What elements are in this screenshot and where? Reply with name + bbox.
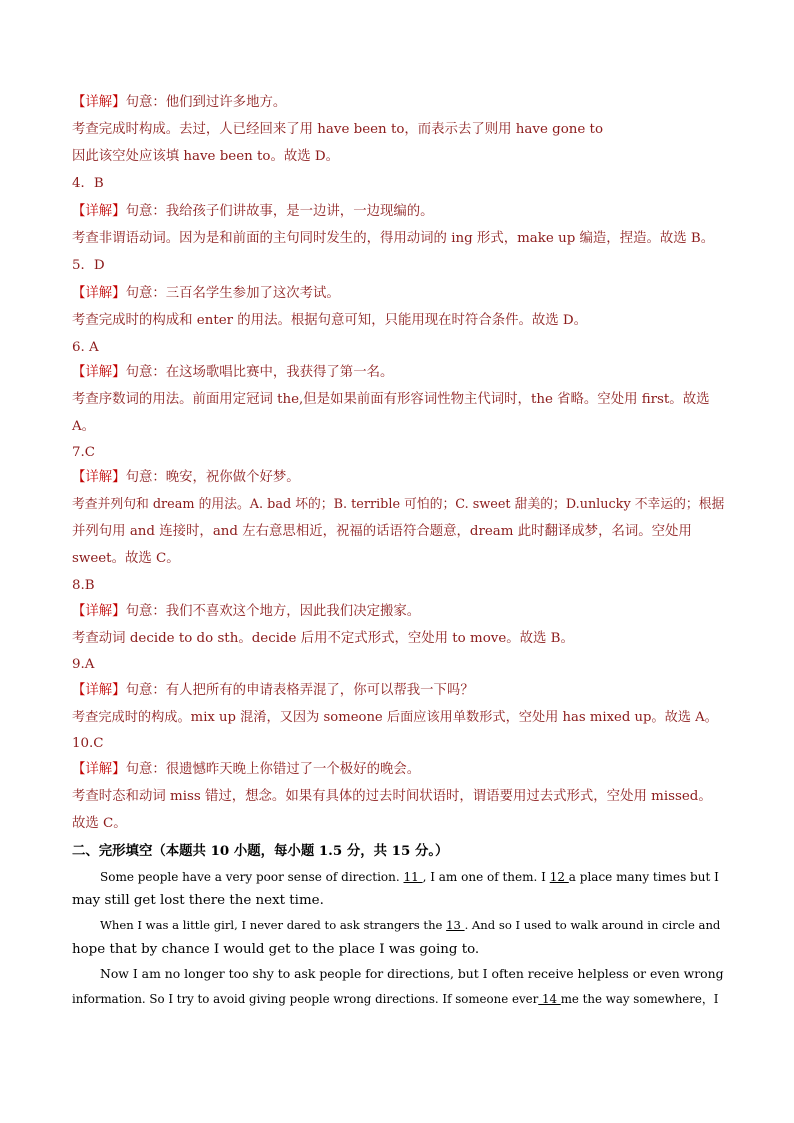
answer-number: 10.C: [72, 736, 104, 751]
answer-number: 4．B: [72, 176, 104, 191]
passage-line: Now I am no longer too shy to ask people for directions, but I often receive helpless or even wrong: [100, 966, 724, 981]
explanation-line: 【详解】句意：我们不喜欢这个地方，因此我们决定搬家。: [72, 604, 421, 619]
explanation-line: 考查完成时构成。去过，人已经回来了用 have been to，而表示去了则用 have gone to: [72, 122, 604, 137]
blank-13: 13: [446, 918, 465, 932]
blank-12: 12: [549, 870, 569, 884]
answer-number: 7.C: [72, 445, 96, 460]
answer-number: 6. A: [72, 340, 99, 355]
detail-tag: 【详解】: [72, 604, 126, 619]
answer-number: 8.B: [72, 578, 95, 593]
detail-tag: 【详解】: [72, 286, 126, 301]
explanation-line: 考查时态和动词 miss 错过，想念。如果有具体的过去时间状语时，谓语要用过去式形式，空处用 missed。: [72, 789, 712, 804]
explanation-line: 【详解】句意：晚安，祝你做个好梦。: [72, 470, 300, 485]
passage-line: When I was a little girl, I never dared to ask strangers the 13 . And so I used to walk around in circle and: [100, 918, 721, 932]
explanation-line: 因此该空处应该填 have been to。故选 D。: [72, 149, 340, 164]
explanation-line: 考查完成时的构成。mix up 混淆，又因为 someone 后面应该用单数形式，空处用 has mixed up。故选 A。: [72, 710, 718, 725]
detail-tag: 【详解】: [72, 95, 126, 110]
passage-line: Some people have a very poor sense of direction. 11 , I am one of them. I 12 a place many times but I: [100, 870, 719, 884]
explanation-line: 考查完成时的构成和 enter 的用法。根据句意可知，只能用现在时符合条件。故选 D。: [72, 313, 588, 328]
explanation-line: 考查并列句和 dream 的用法。A. bad 坏的；B. terrible 可怕的；C. sweet 甜美的；D.unlucky 不幸运的；根据: [72, 497, 725, 512]
explanation-line: 【详解】句意：三百名学生参加了这次考试。: [72, 286, 340, 301]
explanation-line: 考查非谓语动词。因为是和前面的主句同时发生的，得用动词的 ing 形式，make up 编造，捏造。故选 B。: [72, 231, 715, 246]
explanation-line: 考查序数词的用法。前面用定冠词 the,但是如果前面有形容词性物主代词时，the 省略。空处用 first。故选: [72, 392, 710, 407]
explanation-line: 考查动词 decide to do sth。decide 后用不定式形式，空处用 to move。故选 B。: [72, 631, 574, 646]
explanation-line: sweet。故选 C。: [72, 551, 180, 566]
detail-tag: 【详解】: [72, 683, 126, 698]
explanation-line: 故选 C。: [72, 816, 127, 831]
explanation-line: 【详解】句意：他们到过许多地方。: [72, 95, 287, 110]
explanation-line: 【详解】句意：在这场歌唱比赛中，我获得了第一名。: [72, 365, 394, 380]
blank-11: 11: [403, 870, 423, 884]
detail-tag: 【详解】: [72, 204, 126, 219]
detail-tag: 【详解】: [72, 762, 126, 777]
explanation-line: 【详解】句意：有人把所有的申请表格弄混了，你可以帮我一下吗？: [72, 683, 474, 698]
answer-number: 9.A: [72, 657, 95, 672]
detail-tag: 【详解】: [72, 470, 126, 485]
passage-line: hope that by chance I would get to the place I was going to.: [72, 942, 480, 957]
answer-number: 5．D: [72, 258, 105, 273]
blank-14: 14: [538, 992, 561, 1006]
section-title: 二、完形填空（本题共 10 小题，每小题 1.5 分，共 15 分。）: [72, 843, 449, 859]
passage-line: may still get lost there the next time.: [72, 893, 324, 908]
passage-line: information. So I try to avoid giving people wrong directions. If someone ever 14 me the way somewhere，I: [72, 992, 719, 1006]
explanation-line: 【详解】句意：我给孩子们讲故事，是一边讲，一边现编的。: [72, 204, 434, 219]
explanation-line: 【详解】句意：很遗憾昨天晚上你错过了一个极好的晚会。: [72, 762, 421, 777]
detail-tag: 【详解】: [72, 365, 126, 380]
explanation-line: A。: [72, 419, 96, 434]
explanation-line: 并列句用 and 连接时，and 左右意思相近，祝福的话语符合题意，dream 此时翻译成梦，名词。空处用: [72, 524, 692, 539]
